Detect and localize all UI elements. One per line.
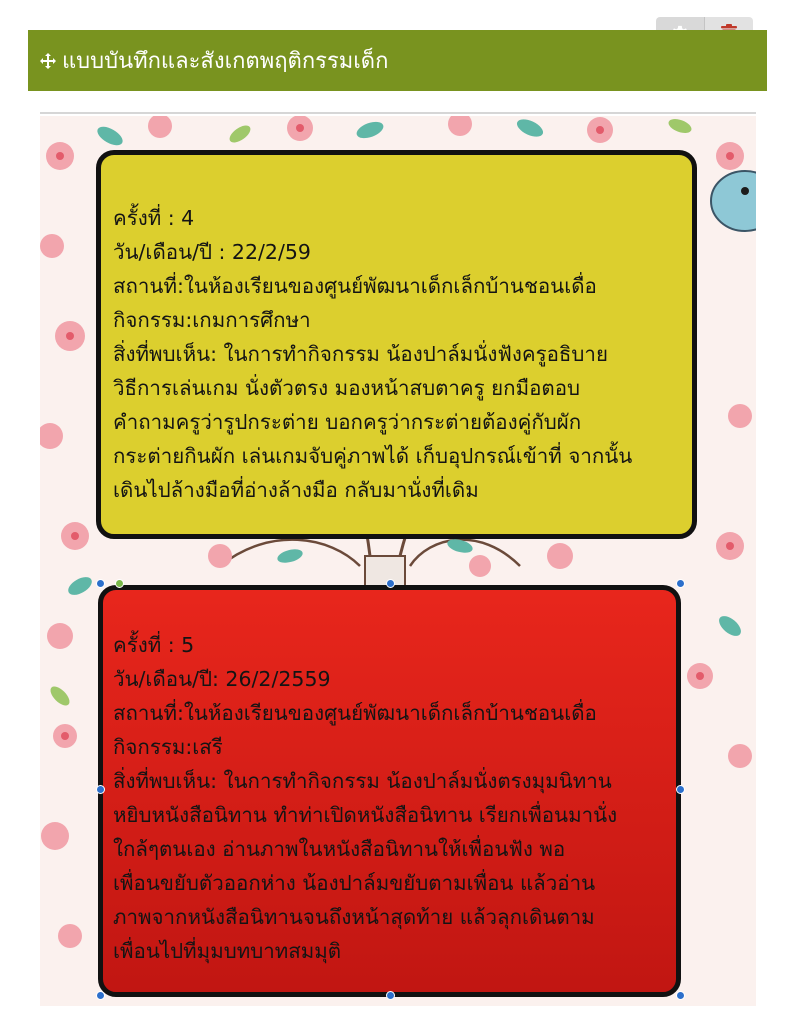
- note-line: สิ่งที่พบเห็น: ในการทำกิจกรรม น้องปาล์มนั่งฟังครูอธิบาย: [113, 342, 608, 366]
- note-line: ภาพจากหนังสือนิทานจนถึงหน้าสุดท้าย แล้วลุกเดินตาม: [113, 905, 595, 929]
- note-line: ครั้งที่ : 4: [113, 206, 195, 230]
- note-line: วิธีการเล่นเกม นั่งตัวตรง มองหน้าสบตาครู ยกมือตอบ: [113, 376, 581, 400]
- note-line: กิจกรรม:เสรี: [113, 735, 223, 759]
- observation-note-5[interactable]: [98, 585, 681, 997]
- resize-handle-bottom-right[interactable]: [676, 991, 685, 1000]
- move-icon[interactable]: [40, 53, 56, 69]
- block-header: [28, 30, 767, 91]
- note-line: กระต่ายกินผัก เล่นเกมจับคู่ภาพได้ เก็บอุปกรณ์เข้าที่ จากนั้น: [113, 444, 633, 468]
- note-image: [40, 116, 756, 1006]
- resize-handle-top-right[interactable]: [676, 579, 685, 588]
- observation-note-4: [96, 150, 697, 539]
- note-line: เดินไปล้างมือที่อ่างล้างมือ กลับมานั่งที่เดิม: [113, 478, 479, 502]
- resize-handle-bottom-left[interactable]: [96, 991, 105, 1000]
- note-line: สิ่งที่พบเห็น: ในการทำกิจกรรม น้องปาล์มนั่งตรงมุมนิทาน: [113, 769, 612, 793]
- note-line: คำถามครูว่ารูปกระต่าย บอกครูว่ากระต่ายต้องคู่กับผัก: [113, 410, 582, 434]
- resize-handle-right[interactable]: [676, 785, 685, 794]
- note-line: เพื่อนไปที่มุมบทบาทสมมุติ: [113, 939, 342, 963]
- resize-handle-top[interactable]: [386, 579, 395, 588]
- note-line: สถานที่:ในห้องเรียนของศูนย์พัฒนาเด็กเล็กบ้านชอนเดื่อ: [113, 274, 597, 298]
- resize-handle-left[interactable]: [96, 785, 105, 794]
- block-title: แบบบันทึกและสังเกตพฤติกรรมเด็ก: [62, 49, 389, 74]
- note-line: เพื่อนขยับตัวออกห่าง น้องปาล์มขยับตามเพื่อน แล้วอ่าน: [113, 871, 596, 895]
- divider: [40, 112, 756, 114]
- note-line: กิจกรรม:เกมการศึกษา: [113, 308, 311, 332]
- note-line: วัน/เดือน/ปี : 22/2/59: [113, 240, 311, 264]
- resize-handle-top-left[interactable]: [96, 579, 105, 588]
- note-line: ครั้งที่ : 5: [113, 633, 195, 657]
- note-line: ใกล้ๆตนเอง อ่านภาพในหนังสือนิทานให้เพื่อนฟัง พอ: [113, 837, 566, 861]
- note-line: วัน/เดือน/ปี: 26/2/2559: [113, 667, 331, 691]
- note-line: สถานที่:ในห้องเรียนของศูนย์พัฒนาเด็กเล็กบ้านชอนเดื่อ: [113, 701, 597, 725]
- rotate-handle[interactable]: [115, 579, 124, 588]
- resize-handle-bottom[interactable]: [386, 991, 395, 1000]
- note-line: หยิบหนังสือนิทาน ทำท่าเปิดหนังสือนิทาน เรียกเพื่อนมานั่ง: [113, 803, 618, 827]
